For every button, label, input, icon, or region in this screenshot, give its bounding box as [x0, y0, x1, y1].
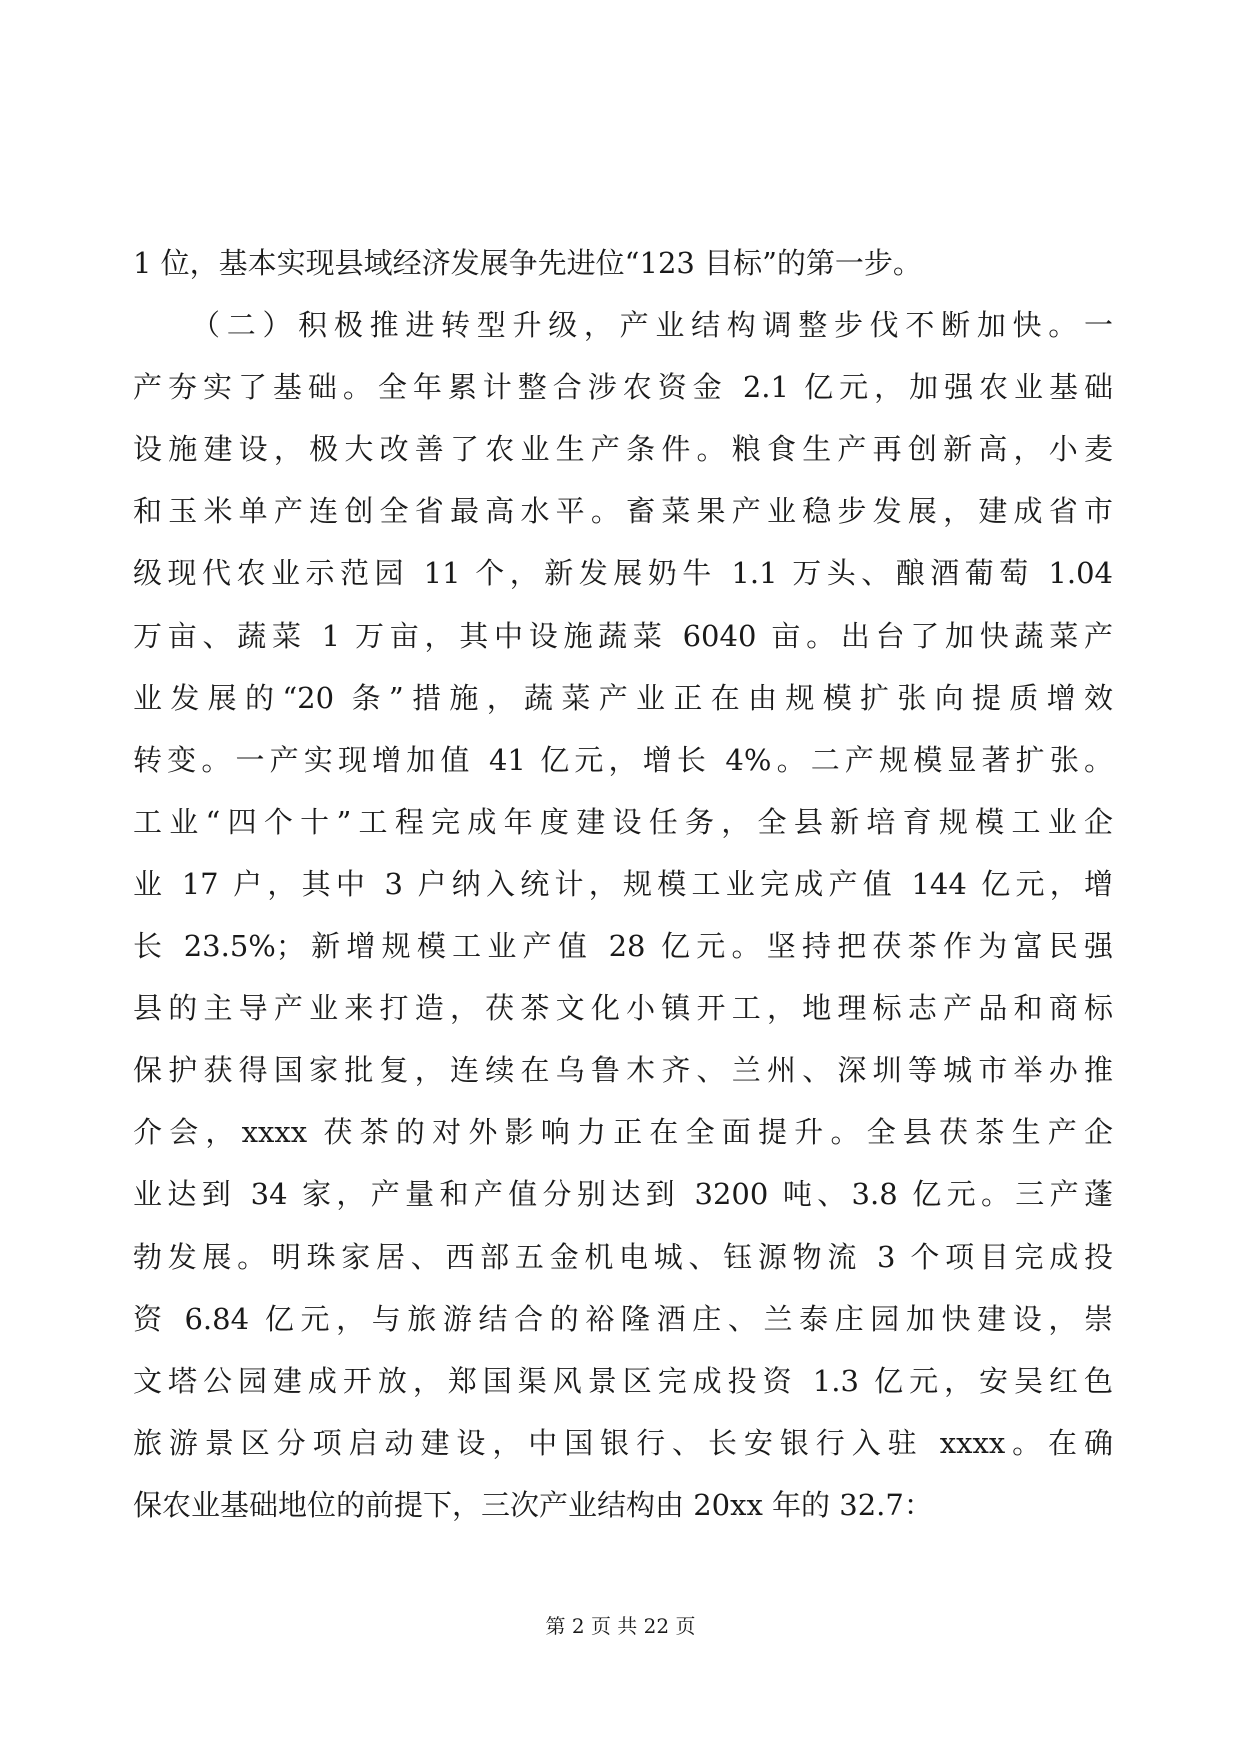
text-line: 和玉米单产连创全省最高水平。畜菜果产业稳步发展，建成省市: [133, 494, 1113, 529]
page-footer: [0, 1612, 1241, 1640]
text-line: 业达到 34 家，产量和产值分别达到 3200 吨、3.8 亿元。三产蓬: [133, 1177, 1113, 1212]
text-line: 保护获得国家批复，连续在乌鲁木齐、兰州、深圳等城市举办推: [133, 1053, 1113, 1088]
body-text: [133, 232, 1113, 1536]
text-line: 万亩、蔬菜 1 万亩，其中设施蔬菜 6040 亩。出台了加快蔬菜产: [133, 618, 1113, 653]
text-line: 介会，xxxx 茯茶的对外影响力正在全面提升。全县茯茶生产企: [133, 1115, 1113, 1150]
text-line: 转变。一产实现增加值 41 亿元，增长 4%。二产规模显著扩张。: [133, 742, 1113, 777]
text-line: 文塔公园建成开放，郑国渠风景区完成投资 1.3 亿元，安吴红色: [133, 1363, 1113, 1398]
text-line: 县的主导产业来打造，茯茶文化小镇开工，地理标志产品和商标: [133, 991, 1113, 1026]
text-line: 业 17 户，其中 3 户纳入统计，规模工业完成产值 144 亿元，增: [133, 866, 1113, 901]
page-indicator: 第 2 页 共 22 页: [545, 1614, 696, 1638]
text-line: 业发展的“20 条”措施，蔬菜产业正在由规模扩张向提质增效: [133, 680, 1113, 715]
text-line: 旅游景区分项启动建设，中国银行、长安银行入驻 xxxx。在确: [133, 1425, 1113, 1460]
text-line: 保农业基础地位的前提下，三次产业结构由 20xx 年的 32.7：: [133, 1487, 933, 1522]
text-line: 勃发展。明珠家居、西部五金机电城、钰源物流 3 个项目完成投: [133, 1239, 1113, 1274]
text-line: 资 6.84 亿元，与旅游结合的裕隆酒庄、兰泰庄园加快建设，崇: [133, 1301, 1113, 1336]
text-line: （二）积极推进转型升级，产业结构调整步伐不断加快。一: [191, 308, 1113, 343]
text-line: 长 23.5%；新增规模工业产值 28 亿元。坚持把茯茶作为富民强: [133, 929, 1113, 964]
text-line: 1 位，基本实现县域经济发展争先进位“123 目标”的第一步。: [133, 246, 922, 280]
text-line: 级现代农业示范园 11 个，新发展奶牛 1.1 万头、酿酒葡萄 1.04: [133, 556, 1113, 591]
text-line: 设施建设，极大改善了农业生产条件。粮食生产再创新高，小麦: [133, 432, 1113, 467]
text-line: 产夯实了基础。全年累计整合涉农资金 2.1 亿元，加强农业基础: [133, 370, 1113, 405]
text-line: 工业“四个十”工程完成年度建设任务，全县新培育规模工业企: [133, 804, 1113, 839]
